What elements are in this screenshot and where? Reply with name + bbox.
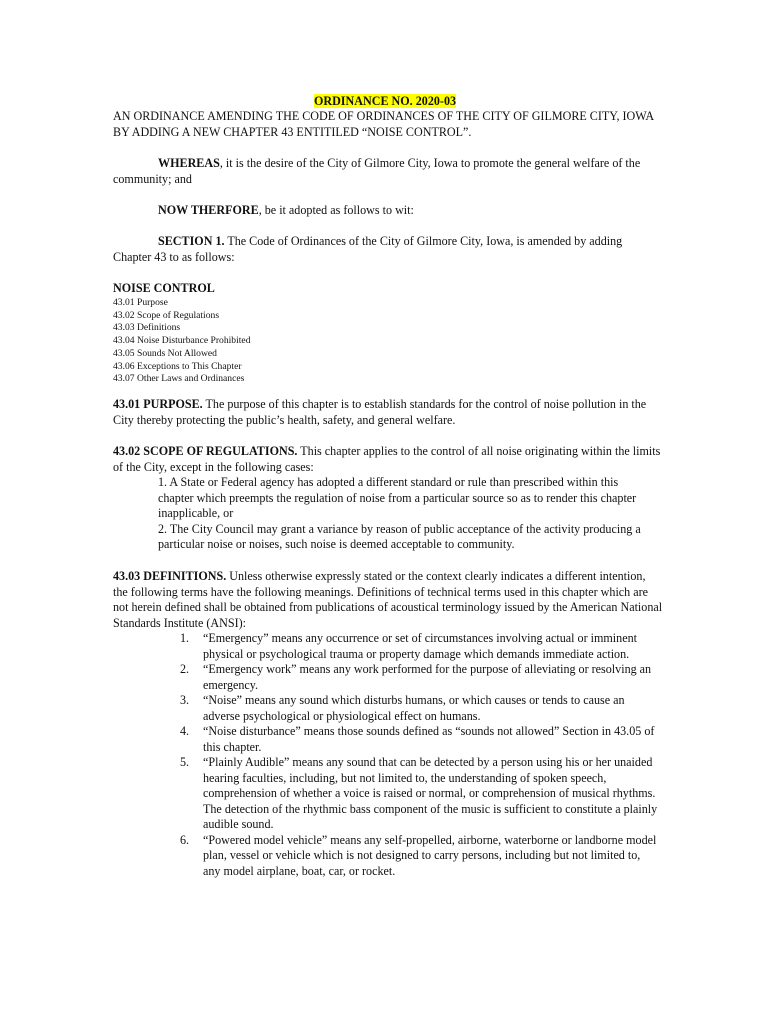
toc-item: 43.01 Purpose [113, 297, 168, 308]
scope-paragraph [113, 444, 663, 475]
scope-label: 43.02 SCOPE OF REGULATIONS. [113, 444, 298, 458]
whereas-label: WHEREAS [158, 156, 220, 170]
definitions-label: 43.03 DEFINITIONS. [113, 569, 227, 583]
ordinance-title [0, 93, 770, 109]
toc-item: 43.05 Sounds Not Allowed [113, 347, 217, 359]
definition-item [180, 631, 660, 662]
definition-item [180, 724, 660, 755]
definition-text: “Powered model vehicle” means any self-propelled, airborne, waterborne or landborne model plan, vessel or vehicle which is not designed to carry persons, including but not limited to, any model airplane, boat, car, or rocket. [203, 832, 657, 878]
chapter-heading-text: NOISE CONTROL [113, 281, 215, 295]
section-1-label: SECTION 1. [158, 234, 225, 248]
purpose-paragraph [113, 397, 663, 428]
definition-number: 2. [180, 662, 190, 676]
section-1-paragraph [113, 234, 663, 265]
scope-list [158, 475, 653, 553]
ordinance-number: ORDINANCE NO. 2020-03 [313, 94, 457, 108]
definition-number: 6. [180, 832, 190, 847]
definitions-text: Unless otherwise expressly stated or the context clearly indicates a different intention, the following terms have the following meanings. Definitions of technical terms used in this chapter which are not herein defined shall be obtained from publications of acoustical terminology issued by the American National Standards Institute (ANSI): [113, 569, 663, 630]
toc-item: 43.07 Other Laws and Ordinances [113, 373, 245, 385]
whereas-text: , it is the desire of the City of Gilmore City, Iowa to promote the general welfare of the community; and [113, 156, 641, 186]
now-therefore-text: , be it adopted as follows to wit: [258, 203, 414, 217]
definitions-paragraph [113, 569, 663, 631]
toc-item: 43.02 Scope of Regulations [113, 309, 220, 321]
definition-item [180, 833, 660, 880]
scope-item: 2. The City Council may grant a variance by reason of public acceptance of the activity producing a particular noise or noises, such noise is deemed acceptable to community. [158, 521, 641, 551]
scope-text: This chapter applies to the control of all noise originating within the limits of the City, except in the following cases: [113, 444, 661, 474]
scope-item: 1. A State or Federal agency has adopted a different standard or rule than prescribed within this chapter which preempts the regulation of noise from a particular source so as to render this chapter inapplicable, or [158, 475, 637, 520]
whereas-paragraph [113, 156, 663, 187]
definition-text: “Noise” means any sound which disturbs humans, or which causes or tends to cause an adverse psychological or physiological effect on humans. [203, 693, 625, 723]
definition-number: 5. [180, 755, 190, 769]
now-therefore-paragraph [113, 203, 663, 219]
definition-text: “Noise disturbance” means those sounds defined as “sounds not allowed” Section in 43.05 of this chapter. [203, 724, 655, 754]
definition-number: 4. [180, 724, 190, 738]
toc-item: 43.04 Noise Disturbance Prohibited [113, 335, 251, 347]
ordinance-subtitle: AN ORDINANCE AMENDING THE CODE OF ORDINANCES OF THE CITY OF GILMORE CITY, IOWA BY ADDING A NEW CHAPTER 43 ENTITILED “NOISE CONTROL”. [113, 109, 654, 139]
definition-item [180, 662, 660, 693]
definition-item [180, 755, 660, 833]
purpose-label: 43.01 PURPOSE. [113, 397, 203, 411]
chapter-heading [113, 281, 663, 297]
definition-number: 3. [180, 693, 190, 707]
definition-text: “Emergency” means any occurrence or set of circumstances involving actual or imminent physical or psychological trauma or property damage which demands immediate action. [203, 631, 637, 661]
definition-number: 1. [180, 631, 190, 645]
table-of-contents [113, 297, 251, 386]
definition-item [180, 693, 660, 724]
definitions-list [180, 631, 660, 879]
now-therefore-label: NOW THERFORE [158, 203, 259, 217]
section-1-text: The Code of Ordinances of the City of Gilmore City, Iowa, is amended by adding Chapter 43 to as follows: [113, 234, 623, 264]
purpose-text: The purpose of this chapter is to establish standards for the control of noise pollution in the City thereby protecting the public’s health, safety, and general welfare. [113, 397, 647, 427]
toc-item: 43.06 Exceptions to This Chapter [113, 360, 242, 372]
toc-item: 43.03 Definitions [113, 322, 181, 334]
definition-text: “Emergency work” means any work performed for the purpose of alleviating or resolving an emergency. [203, 662, 652, 692]
definition-text: “Plainly Audible” means any sound that can be detected by a person using his or her unaided hearing faculties, including, but not limited to, the understanding of spoken speech, comprehension of whether a voice is raised or normal, or comprehension of musical rhythms. The detection of the rhythmic bass component of the music is sufficient to constitute a plainly audible sound. [203, 755, 658, 831]
